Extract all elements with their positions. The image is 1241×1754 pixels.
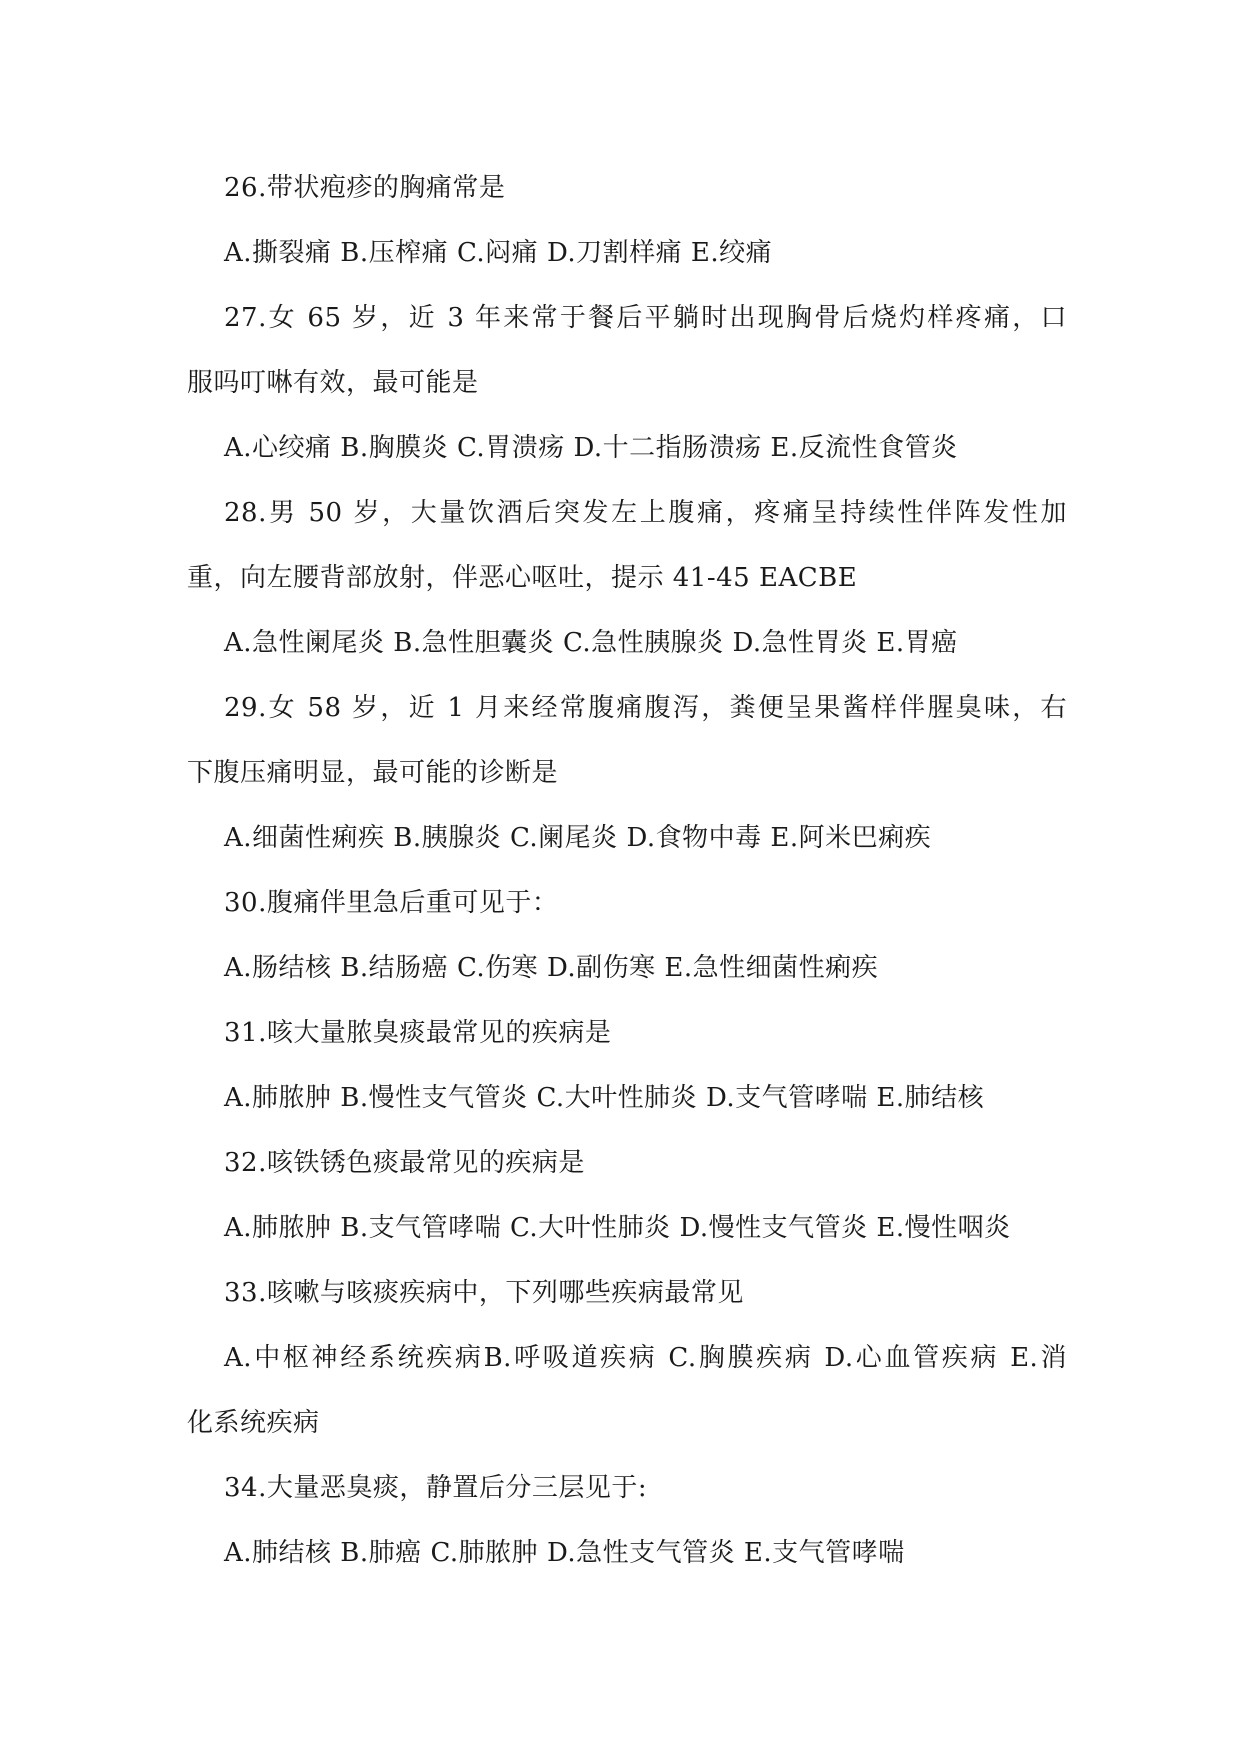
question-26-options: A.撕裂痛 B.压榨痛 C.闷痛 D.刀割样痛 E.绞痛 <box>224 238 773 268</box>
question-27-stem-line-2: 服吗叮啉有效，最可能是 <box>187 368 479 398</box>
question-29-stem-line-1: 29.女 58 岁，近 1 月来经常腹痛腹泻，粪便呈果酱样伴腥臭味，右 <box>224 693 1067 723</box>
question-27-stem-line-1: 27.女 65 岁，近 3 年来常于餐后平躺时出现胸骨后烧灼样疼痛，口 <box>224 303 1067 333</box>
question-31-options: A.肺脓肿 B.慢性支气管炎 C.大叶性肺炎 D.支气管哮喘 E.肺结核 <box>224 1083 985 1113</box>
question-28-options: A.急性阑尾炎 B.急性胆囊炎 C.急性胰腺炎 D.急性胃炎 E.胃癌 <box>224 628 958 658</box>
question-33-stem: 33.咳嗽与咳痰疾病中，下列哪些疾病最常见 <box>224 1278 744 1308</box>
question-29-options: A.细菌性痢疾 B.胰腺炎 C.阑尾炎 D.食物中毒 E.阿米巴痢疾 <box>224 823 932 853</box>
question-28-stem-line-2: 重，向左腰背部放射，伴恶心呕吐，提示 41-45 EACBE <box>187 563 858 593</box>
question-26-stem: 26.带状疱疹的胸痛常是 <box>224 173 506 203</box>
question-29-stem-line-2: 下腹压痛明显，最可能的诊断是 <box>187 758 559 788</box>
question-33-options-line-2: 化系统疾病 <box>187 1408 320 1438</box>
question-30-stem: 30.腹痛伴里急后重可见于： <box>224 888 559 918</box>
question-30-options: A.肠结核 B.结肠癌 C.伤寒 D.副伤寒 E.急性细菌性痢疾 <box>224 953 879 983</box>
question-32-stem: 32.咳铁锈色痰最常见的疾病是 <box>224 1148 585 1178</box>
question-28-stem-line-1: 28.男 50 岁，大量饮酒后突发左上腹痛，疼痛呈持续性伴阵发性加 <box>224 498 1067 528</box>
question-32-options: A.肺脓肿 B.支气管哮喘 C.大叶性肺炎 D.慢性支气管炎 E.慢性咽炎 <box>224 1213 1011 1243</box>
question-33-options-line-1: A.中枢神经系统疾病B.呼吸道疾病 C.胸膜疾病 D.心血管疾病 E.消 <box>224 1343 1067 1373</box>
question-27-options: A.心绞痛 B.胸膜炎 C.胃溃疡 D.十二指肠溃疡 E.反流性食管炎 <box>224 433 958 463</box>
question-34-stem: 34.大量恶臭痰，静置后分三层见于: <box>224 1473 648 1503</box>
question-31-stem: 31.咳大量脓臭痰最常见的疾病是 <box>224 1018 612 1048</box>
question-list <box>187 156 1067 1586</box>
question-34-options: A.肺结核 B.肺癌 C.肺脓肿 D.急性支气管炎 E.支气管哮喘 <box>224 1538 905 1568</box>
